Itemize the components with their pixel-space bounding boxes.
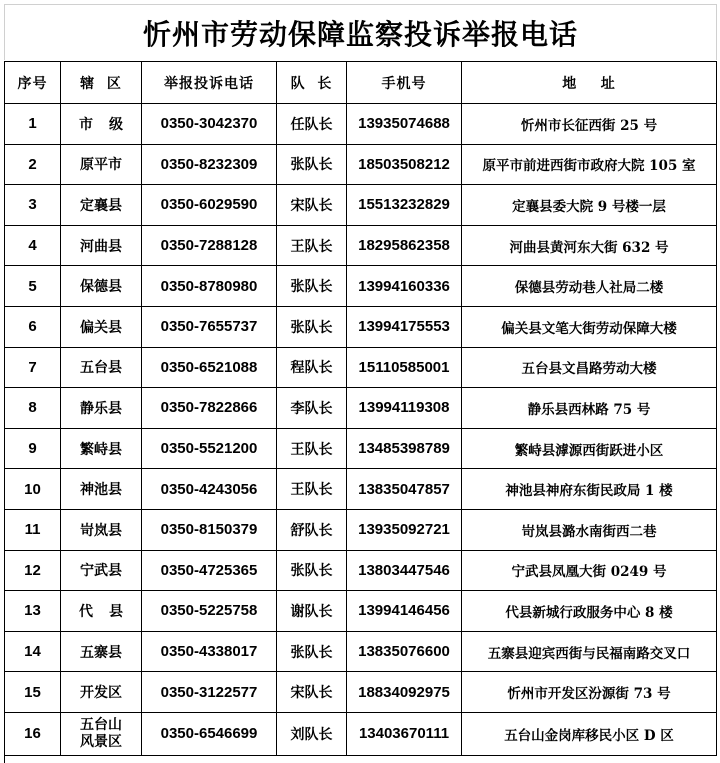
mobile-number-cell: 13994160336 <box>347 266 462 307</box>
district-cell: 偏关县 <box>61 306 142 347</box>
page-title: 忻州市劳动保障监察投诉举报电话 <box>142 17 578 51</box>
row-number-cell: 10 <box>5 469 61 510</box>
column-header-mobile: 手机号 <box>347 62 462 104</box>
address-cell: 五台山金岗库移民小区 D 区 <box>462 712 717 755</box>
mobile-number-cell: 13835076600 <box>347 631 462 672</box>
report-phone-cell: 0350-8150379 <box>142 509 277 550</box>
table-row <box>5 388 717 429</box>
district-cell: 五台山 风景区 <box>61 712 142 755</box>
district-cell: 五寨县 <box>61 631 142 672</box>
address-cell: 原平市前进西街市政府大院 105 室 <box>462 144 717 185</box>
report-phone-cell: 0350-5225758 <box>142 591 277 632</box>
table-row <box>5 469 717 510</box>
district-cell: 代县 <box>61 591 142 632</box>
mobile-number-cell: 13403670111 <box>347 712 462 755</box>
row-number-cell: 1 <box>5 104 61 145</box>
mobile-number-cell: 13835047857 <box>347 469 462 510</box>
report-phone-cell: 0350-7288128 <box>142 225 277 266</box>
address-cell: 宁武县凤凰大街 0249 号 <box>462 550 717 591</box>
mobile-number-cell: 13994146456 <box>347 591 462 632</box>
table-row <box>5 104 717 145</box>
mobile-number-cell: 15513232829 <box>347 185 462 226</box>
table-row <box>5 347 717 388</box>
report-phone-cell: 0350-4338017 <box>142 631 277 672</box>
district-cell: 开发区 <box>61 672 142 713</box>
row-number-cell: 11 <box>5 509 61 550</box>
district-cell: 静乐县 <box>61 388 142 429</box>
row-number-cell: 12 <box>5 550 61 591</box>
team-leader-cell: 王队长 <box>277 469 347 510</box>
address-cell: 偏关县文笔大街劳动保障大楼 <box>462 306 717 347</box>
table-row <box>5 550 717 591</box>
table-row <box>5 266 717 307</box>
table-row <box>5 591 717 632</box>
address-cell: 神池县神府东街民政局 1 楼 <box>462 469 717 510</box>
row-number-cell: 2 <box>5 144 61 185</box>
row-number-cell: 9 <box>5 428 61 469</box>
mobile-number-cell: 13935092721 <box>347 509 462 550</box>
address-cell: 河曲县黄河东大街 632 号 <box>462 225 717 266</box>
table-continuation-line <box>4 755 5 763</box>
district-cell: 市级 <box>61 104 142 145</box>
report-phone-cell: 0350-4725365 <box>142 550 277 591</box>
mobile-number-cell: 18503508212 <box>347 144 462 185</box>
report-phone-cell: 0350-8780980 <box>142 266 277 307</box>
row-number-cell: 15 <box>5 672 61 713</box>
district-cell: 神池县 <box>61 469 142 510</box>
team-leader-cell: 李队长 <box>277 388 347 429</box>
address-cell: 五台县文昌路劳动大楼 <box>462 347 717 388</box>
report-phone-cell: 0350-7822866 <box>142 388 277 429</box>
row-number-cell: 7 <box>5 347 61 388</box>
row-number-cell: 3 <box>5 185 61 226</box>
row-number-cell: 13 <box>5 591 61 632</box>
table-row <box>5 712 717 755</box>
report-phone-cell: 0350-3042370 <box>142 104 277 145</box>
row-number-cell: 6 <box>5 306 61 347</box>
team-leader-cell: 张队长 <box>277 550 347 591</box>
mobile-number-cell: 13485398789 <box>347 428 462 469</box>
address-cell: 繁峙县滹源西街跃进小区 <box>462 428 717 469</box>
address-cell: 岢岚县潞水南街西二巷 <box>462 509 717 550</box>
team-leader-cell: 王队长 <box>277 428 347 469</box>
address-cell: 忻州市开发区汾源街 73 号 <box>462 672 717 713</box>
team-leader-cell: 程队长 <box>277 347 347 388</box>
column-header-no: 序号 <box>5 62 61 104</box>
table-row <box>5 428 717 469</box>
team-leader-cell: 张队长 <box>277 144 347 185</box>
district-cell: 五台县 <box>61 347 142 388</box>
column-header-leader: 队 长 <box>277 62 347 104</box>
complaint-phone-table <box>4 61 717 756</box>
address-cell: 保德县劳动巷人社局二楼 <box>462 266 717 307</box>
table-row <box>5 306 717 347</box>
team-leader-cell: 宋队长 <box>277 185 347 226</box>
district-cell: 宁武县 <box>61 550 142 591</box>
district-cell: 繁峙县 <box>61 428 142 469</box>
row-number-cell: 14 <box>5 631 61 672</box>
team-leader-cell: 张队长 <box>277 266 347 307</box>
row-number-cell: 16 <box>5 712 61 755</box>
mobile-number-cell: 15110585001 <box>347 347 462 388</box>
report-phone-cell: 0350-8232309 <box>142 144 277 185</box>
district-cell: 岢岚县 <box>61 509 142 550</box>
district-cell: 定襄县 <box>61 185 142 226</box>
district-cell: 保德县 <box>61 266 142 307</box>
team-leader-cell: 宋队长 <box>277 672 347 713</box>
district-cell: 河曲县 <box>61 225 142 266</box>
table-row <box>5 509 717 550</box>
address-cell: 代县新城行政服务中心 8 楼 <box>462 591 717 632</box>
team-leader-cell: 任队长 <box>277 104 347 145</box>
row-number-cell: 5 <box>5 266 61 307</box>
report-phone-cell: 0350-5521200 <box>142 428 277 469</box>
address-cell: 静乐县西林路 75 号 <box>462 388 717 429</box>
mobile-number-cell: 13994175553 <box>347 306 462 347</box>
row-number-cell: 4 <box>5 225 61 266</box>
column-header-phone: 举报投诉电话 <box>142 62 277 104</box>
table-row <box>5 185 717 226</box>
team-leader-cell: 王队长 <box>277 225 347 266</box>
table-body <box>5 104 717 756</box>
team-leader-cell: 刘队长 <box>277 712 347 755</box>
address-cell: 五寨县迎宾西街与民福南路交叉口 <box>462 631 717 672</box>
column-header-address: 地 址 <box>462 62 717 104</box>
team-leader-cell: 舒队长 <box>277 509 347 550</box>
table-header-row <box>5 62 717 104</box>
table-row <box>5 144 717 185</box>
address-cell: 定襄县委大院 9 号楼一层 <box>462 185 717 226</box>
report-phone-cell: 0350-6546699 <box>142 712 277 755</box>
title-bar <box>4 4 717 60</box>
team-leader-cell: 张队长 <box>277 631 347 672</box>
team-leader-cell: 张队长 <box>277 306 347 347</box>
mobile-number-cell: 18834092975 <box>347 672 462 713</box>
report-phone-cell: 0350-7655737 <box>142 306 277 347</box>
mobile-number-cell: 13994119308 <box>347 388 462 429</box>
table-row <box>5 672 717 713</box>
report-phone-cell: 0350-6029590 <box>142 185 277 226</box>
report-phone-cell: 0350-6521088 <box>142 347 277 388</box>
district-cell: 原平市 <box>61 144 142 185</box>
address-cell: 忻州市长征西街 25 号 <box>462 104 717 145</box>
mobile-number-cell: 13803447546 <box>347 550 462 591</box>
report-phone-cell: 0350-4243056 <box>142 469 277 510</box>
report-phone-cell: 0350-3122577 <box>142 672 277 713</box>
column-header-district: 辖 区 <box>61 62 142 104</box>
mobile-number-cell: 18295862358 <box>347 225 462 266</box>
table-row <box>5 225 717 266</box>
mobile-number-cell: 13935074688 <box>347 104 462 145</box>
team-leader-cell: 谢队长 <box>277 591 347 632</box>
table-row <box>5 631 717 672</box>
row-number-cell: 8 <box>5 388 61 429</box>
